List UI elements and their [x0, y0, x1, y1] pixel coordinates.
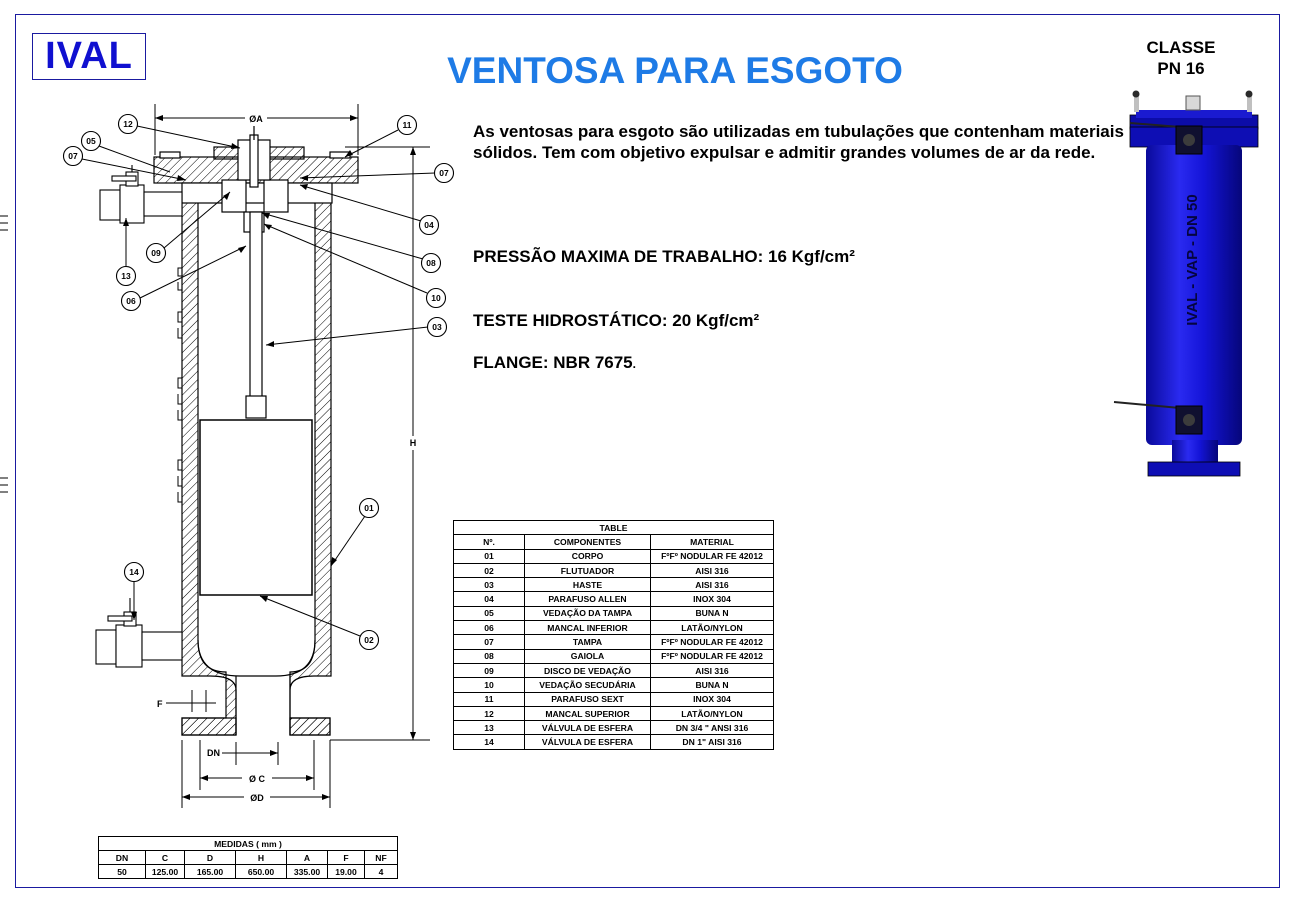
cell-material: FºFº NODULAR FE 42012	[651, 635, 774, 649]
cell-no: 07	[454, 635, 525, 649]
cell-componente: VÁLVULA DE ESFERA	[525, 735, 651, 749]
table-row	[454, 563, 774, 577]
dim-d-label: ØD	[250, 793, 264, 803]
description-text: As ventosas para esgoto são utilizadas em tubulações que contenham materiais sólidos. Tem com objetivo expulsar e admitir grandes volumes de ar da rede.	[473, 122, 1124, 162]
dim-c-label: Ø C	[248, 774, 266, 784]
dim-dn-label: DN	[207, 748, 220, 758]
product-photo	[1114, 91, 1258, 477]
table-row	[454, 578, 774, 592]
table-row	[454, 706, 774, 720]
callout-02: 02	[364, 635, 374, 645]
table-row	[454, 649, 774, 663]
table-row	[454, 735, 774, 749]
cell-componente: VÁLVULA DE ESFERA	[525, 721, 651, 735]
cell-no: 08	[454, 649, 525, 663]
col-header-componentes: COMPONENTES	[525, 535, 651, 549]
table-row	[454, 635, 774, 649]
table-row	[454, 592, 774, 606]
callout-09: 09	[151, 248, 161, 258]
cell-no: 09	[454, 663, 525, 677]
measures-table	[98, 836, 398, 879]
table-row	[99, 865, 398, 879]
components-table	[453, 520, 774, 750]
meas-header-dn: DN	[99, 851, 146, 865]
meas-header-f: F	[328, 851, 365, 865]
photo-body-text: IVAL - VAP - DN 50	[1184, 194, 1201, 326]
col-header-no: Nº.	[454, 535, 525, 549]
spec-flange-text: FLANGE: NBR 7675	[473, 353, 633, 372]
table-row	[454, 621, 774, 635]
cell-no: 12	[454, 706, 525, 720]
cell-material: INOX 304	[651, 592, 774, 606]
callout-07-left: 07	[68, 151, 78, 161]
meas-value-d: 165.00	[185, 865, 236, 879]
table-row	[454, 663, 774, 677]
cell-no: 14	[454, 735, 525, 749]
ball-valve-14	[96, 598, 182, 667]
cell-material: AISI 316	[651, 578, 774, 592]
callout-13: 13	[121, 271, 131, 281]
cell-material: AISI 316	[651, 663, 774, 677]
spec-pressao: PRESSÃO MAXIMA DE TRABALHO: 16 Kgf/cm²	[473, 247, 855, 266]
meas-header-h: H	[236, 851, 287, 865]
meas-value-c: 125.00	[146, 865, 185, 879]
cell-componente: HASTE	[525, 578, 651, 592]
callout-12: 12	[123, 119, 133, 129]
callout-07-right: 07	[439, 168, 449, 178]
page-title: VENTOSA PARA ESGOTO	[447, 50, 903, 91]
callout-05: 05	[86, 136, 96, 146]
callout-10: 10	[431, 293, 441, 303]
cell-material: DN 3/4 " ANSI 316	[651, 721, 774, 735]
cell-componente: TAMPA	[525, 635, 651, 649]
cell-material: LATÃO/NYLON	[651, 621, 774, 635]
edge-ticks	[0, 216, 8, 492]
table-row	[454, 549, 774, 563]
dim-h-label: H	[409, 438, 417, 448]
cell-no: 10	[454, 678, 525, 692]
table-row	[454, 721, 774, 735]
table-row	[454, 606, 774, 620]
ival-logo: IVAL	[32, 33, 146, 80]
meas-value-a: 335.00	[287, 865, 328, 879]
cell-componente: MANCAL INFERIOR	[525, 621, 651, 635]
callout-11: 11	[402, 120, 412, 130]
col-header-material: MATERIAL	[651, 535, 774, 549]
components-table-title: TABLE	[454, 521, 774, 535]
cell-material: DN 1" AISI 316	[651, 735, 774, 749]
cell-componente: VEDAÇÃO DA TAMPA	[525, 606, 651, 620]
cell-no: 11	[454, 692, 525, 706]
callout-03: 03	[432, 322, 442, 332]
callout-14: 14	[129, 567, 139, 577]
classe-label: CLASSE	[1146, 38, 1216, 57]
callout-04: 04	[424, 220, 434, 230]
cell-material: BUNA N	[651, 678, 774, 692]
cell-no: 04	[454, 592, 525, 606]
cell-material: AISI 316	[651, 563, 774, 577]
table-row	[454, 692, 774, 706]
meas-value-h: 650.00	[236, 865, 287, 879]
cell-componente: MANCAL SUPERIOR	[525, 706, 651, 720]
measures-table-title: MEDIDAS ( mm )	[99, 837, 398, 851]
spec-teste: TESTE HIDROSTÁTICO: 20 Kgf/cm²	[473, 311, 760, 330]
table-row	[454, 678, 774, 692]
cell-no: 06	[454, 621, 525, 635]
cell-material: FºFº NODULAR FE 42012	[651, 649, 774, 663]
meas-header-c: C	[146, 851, 185, 865]
cell-no: 13	[454, 721, 525, 735]
cell-no: 05	[454, 606, 525, 620]
cell-componente: CORPO	[525, 549, 651, 563]
meas-header-a: A	[287, 851, 328, 865]
cell-material: INOX 304	[651, 692, 774, 706]
callout-08: 08	[426, 258, 436, 268]
cell-componente: VEDAÇÃO SECUDÁRIA	[525, 678, 651, 692]
cell-material: LATÃO/NYLON	[651, 706, 774, 720]
cell-componente: FLUTUADOR	[525, 563, 651, 577]
cell-componente: DISCO DE VEDAÇÃO	[525, 663, 651, 677]
cell-material: FºFº NODULAR FE 42012	[651, 549, 774, 563]
meas-value-nf: 4	[365, 865, 398, 879]
cell-componente: PARAFUSO SEXT	[525, 692, 651, 706]
cell-no: 03	[454, 578, 525, 592]
classe-value: PN 16	[1157, 59, 1205, 78]
meas-header-nf: NF	[365, 851, 398, 865]
stem	[246, 212, 266, 418]
float	[200, 420, 312, 595]
dim-f-label: F	[157, 699, 163, 709]
meas-header-d: D	[185, 851, 236, 865]
dim-a-label: ØA	[249, 114, 263, 124]
meas-value-dn: 50	[99, 865, 146, 879]
cell-componente: PARAFUSO ALLEN	[525, 592, 651, 606]
cell-componente: GAIOLA	[525, 649, 651, 663]
meas-value-f: 19.00	[328, 865, 365, 879]
callout-01: 01	[364, 503, 374, 513]
callout-06: 06	[126, 296, 136, 306]
cell-no: 01	[454, 549, 525, 563]
cell-material: BUNA N	[651, 606, 774, 620]
spec-flange-dot: .	[632, 357, 636, 371]
cell-no: 02	[454, 563, 525, 577]
